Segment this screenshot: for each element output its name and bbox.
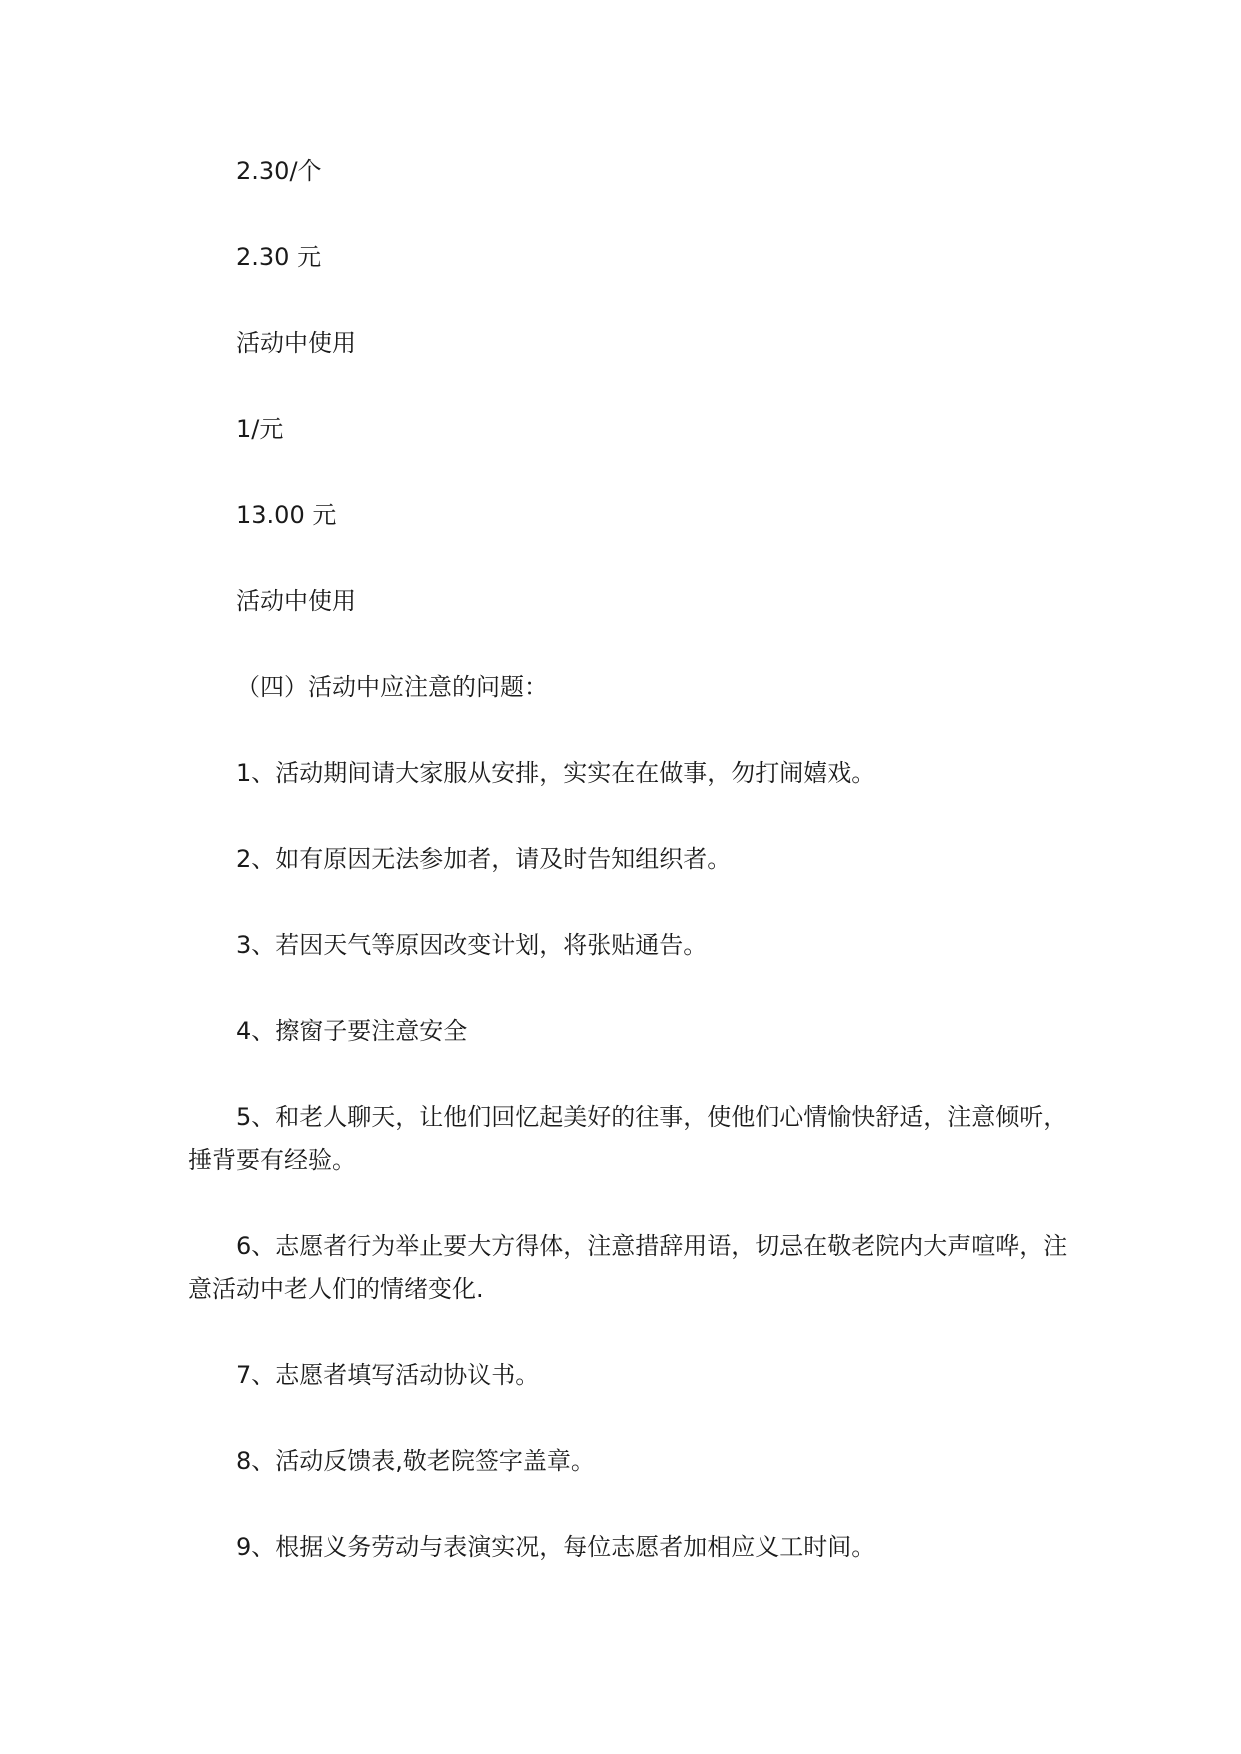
paragraph-usage-2: 活动中使用 [236,587,356,615]
paragraph-usage: 活动中使用 [236,329,356,357]
paragraph-price-unit: 2.30/个 [236,157,322,185]
section-heading: （四）活动中应注意的问题： [236,673,548,701]
paragraph-price-unit-2: 1/元 [236,415,284,443]
list-item-4: 4、擦窗子要注意安全 [236,1017,468,1045]
list-item-1: 1、活动期间请大家服从安排，实实在在做事，勿打闹嬉戏。 [236,759,876,787]
list-item-7: 7、志愿者填写活动协议书。 [236,1361,540,1389]
paragraph-price-total: 2.30 元 [236,243,322,271]
list-item-3: 3、若因天气等原因改变计划，将张贴通告。 [236,931,708,959]
list-item-5: 5、和老人聊天，让他们回忆起美好的往事，使他们心情愉快舒适，注意倾听，捶背要有经验。 [188,1103,1068,1174]
paragraph-price-total-2: 13.00 元 [236,501,337,529]
list-item-9: 9、根据义务劳动与表演实况，每位志愿者加相应义工时间。 [236,1533,876,1561]
document-body [188,150,1068,1612]
list-item-8: 8、活动反馈表,敬老院签字盖章。 [236,1447,595,1475]
list-item-6: 6、志愿者行为举止要大方得体，注意措辞用语，切忌在敬老院内大声喧哗，注意活动中老人们的情绪变化. [188,1232,1068,1303]
list-item-2: 2、如有原因无法参加者，请及时告知组织者。 [236,845,732,873]
